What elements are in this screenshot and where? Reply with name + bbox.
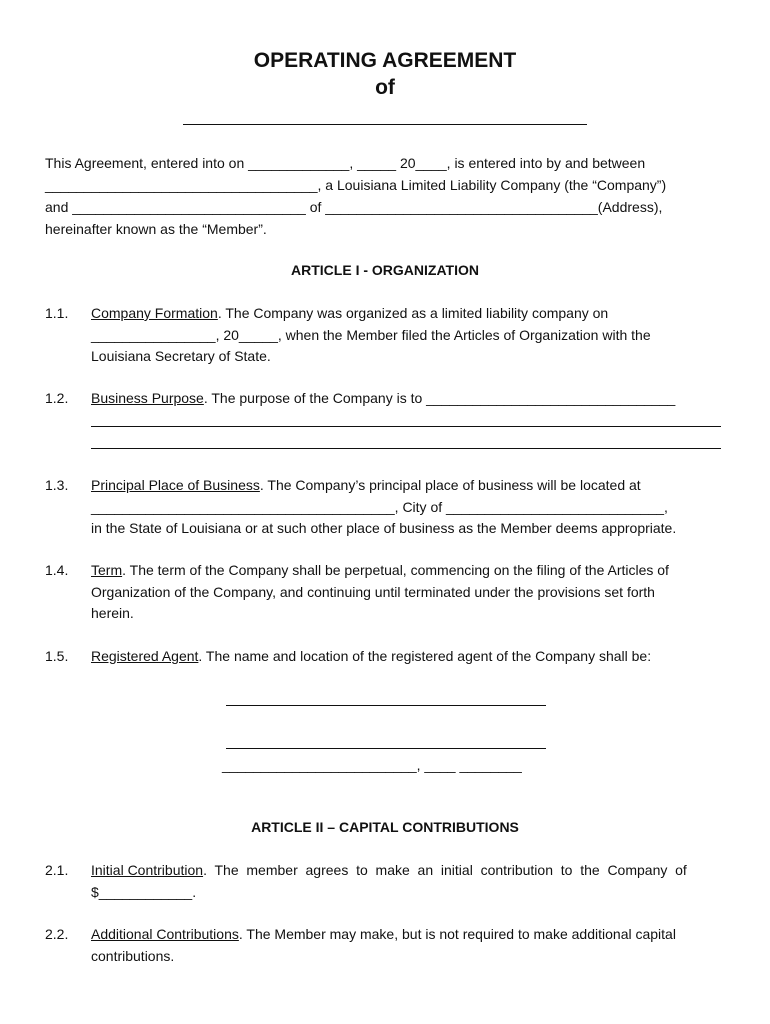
article-1-heading: ARTICLE I - ORGANIZATION — [291, 262, 479, 278]
registered-agent-address-line[interactable] — [226, 748, 546, 749]
intro-line: hereinafter known as the “Member”. — [45, 221, 267, 237]
article-2-heading: ARTICLE II – CAPITAL CONTRIBUTIONS — [251, 819, 519, 835]
section-title: Principal Place of Business — [91, 477, 260, 493]
section-number: 2.2. — [45, 926, 69, 942]
section-text: Organization of the Company, and continuing until terminated under the provisions set forth — [91, 583, 655, 600]
section-title: Registered Agent — [91, 648, 199, 664]
document-title-of: of — [375, 76, 395, 99]
section-text: herein. — [91, 605, 134, 621]
section-text: . The member agrees to make an initial contribution to the Company of — [203, 862, 687, 878]
document-title: OPERATING AGREEMENT — [253, 49, 517, 72]
section-text: Louisiana Secretary of State. — [91, 348, 271, 364]
section-text: . The Company was organized as a limited liability company on — [217, 305, 609, 321]
section-title: Initial Contribution — [91, 862, 204, 878]
section-body — [91, 303, 725, 368]
section-number: 1.2. — [45, 390, 69, 406]
section-title: Business Purpose — [91, 390, 204, 406]
section-text: . The term of the Company shall be perpetual, commencing on the filing of the Articles of — [122, 562, 669, 578]
company-name-blank-line[interactable] — [183, 124, 587, 125]
section-title: Term — [91, 562, 123, 578]
section-text: . The Company’s principal place of business will be located at — [259, 477, 641, 493]
section-body — [91, 388, 725, 410]
section-number: 1.1. — [45, 305, 69, 321]
section-text: $____________. — [91, 883, 197, 900]
section-text: . The purpose of the Company is to ________________________________ — [203, 390, 676, 406]
section-text: ________________, 20_____, when the Member filed the Articles of Organization with the — [91, 326, 651, 343]
section-body — [91, 646, 725, 668]
registered-agent-city-state-zip: _________________________, ____ ________ — [222, 757, 522, 773]
section-text: contributions. — [91, 947, 175, 964]
section-body — [91, 475, 725, 540]
registered-agent-name-line[interactable] — [226, 705, 546, 706]
section-number: 1.3. — [45, 477, 69, 493]
business-purpose-blank-line[interactable] — [91, 448, 721, 449]
section-text: . The name and location of the registered agent of the Company shall be: — [198, 648, 652, 664]
section-number: 1.4. — [45, 562, 69, 578]
section-body — [91, 860, 725, 903]
section-title: Company Formation — [91, 305, 218, 321]
section-body — [91, 560, 725, 625]
section-body — [91, 924, 725, 967]
intro-line: and ______________________________ of ___________________________________(Address), — [45, 199, 663, 215]
intro-line: This Agreement, entered into on _____________, _____ 20____, is entered into by and between — [45, 155, 646, 171]
section-number: 2.1. — [45, 862, 69, 878]
business-purpose-blank-line[interactable] — [91, 426, 721, 427]
intro-paragraph — [45, 152, 735, 240]
section-text: in the State of Louisiana or at such other place of business as the Member deems appropriate. — [91, 520, 677, 536]
section-number: 1.5. — [45, 648, 69, 664]
section-text: . The Member may make, but is not required to make additional capital — [238, 926, 676, 942]
section-text: _______________________________________, City of ____________________________, — [91, 498, 668, 515]
intro-line: ___________________________________, a Louisiana Limited Liability Company (the “Company”) — [45, 177, 667, 193]
section-title: Additional Contributions — [91, 926, 239, 942]
